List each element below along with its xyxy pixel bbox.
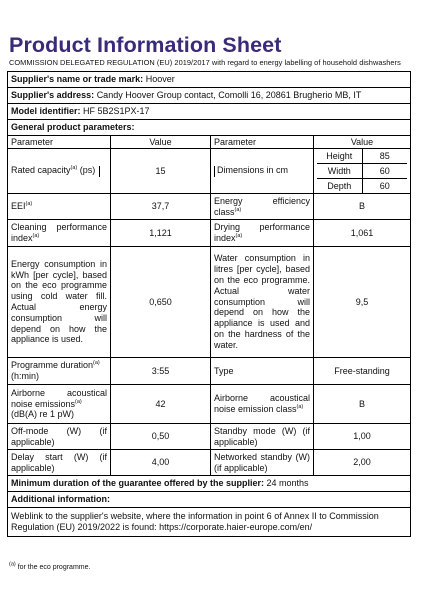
column-header-row <box>8 136 411 149</box>
delay-start-value: 4,00 <box>111 450 211 476</box>
noise-label: Airborne acoustical noise emissions$^{(a)}$ (dB(A) re 1 pW) <box>8 385 111 424</box>
noise-class-label: Airborne acoustical noise emission class$^{(a)}$ <box>211 385 314 424</box>
supplier-name-value: Hoover <box>145 74 175 85</box>
regulation-subtitle: COMMISSION DELEGATED REGULATION (EU) 2019/2017 with regard to energy labelling of household dishwashers <box>9 58 401 67</box>
page-title: Product Information Sheet <box>9 33 282 57</box>
type-label: Type <box>211 358 314 385</box>
delay-start-label: Delay start (W) (if applicable) <box>8 450 111 476</box>
general-heading: General product parameters: <box>8 120 411 136</box>
consumption-row <box>8 247 411 358</box>
text-cursor <box>99 166 100 177</box>
water-consumption-label: Water consumption in litres [per cycle], based on the eco programme. Actual water consumption will depend on how the appliance is used and on the hardness of the water. <box>211 247 314 358</box>
energy-consumption-value: 0,650 <box>111 247 211 358</box>
standby-label: Standby mode (W) (if applicable) <box>211 424 314 450</box>
networked-standby-value: 2,00 <box>314 450 411 476</box>
col-value-header: Value <box>111 136 211 149</box>
capacity-value: 15 <box>111 149 211 194</box>
guarantee-label: Minimum duration of the guarantee offered by the supplier: <box>11 478 265 489</box>
power-row-2 <box>8 450 411 476</box>
col-parameter2-header: Parameter <box>211 136 314 149</box>
capacity-label: Rated capacity$^{(a)}$ (ps) <box>8 149 111 194</box>
footnote: $^{(a)}$ for the eco programme. <box>9 561 91 571</box>
noise-row <box>8 385 411 424</box>
product-info-table <box>7 71 411 537</box>
model-identifier-value: HF 5B2S1PX-17 <box>83 106 150 117</box>
networked-standby-label: Networked standby (W) (if applicable) <box>211 450 314 476</box>
height-value: 85 <box>362 149 407 164</box>
general-heading-row <box>8 120 411 136</box>
energy-consumption-label: Energy consumption in kWh [per cycle], based on the eco programme using cold water fill. Actual energy consumption will depend on how the appliance is used. <box>8 247 111 358</box>
col-value2-header: Value <box>314 136 411 149</box>
dimensions-values: Height 85 Width 60 Depth 60 <box>314 149 411 194</box>
power-row-1 <box>8 424 411 450</box>
additional-text: Weblink to the supplier's website, where the information in point 6 of Annex II to Commission Regulation (EU) 2019/2022 is found: https://corporate.haier-europe.com/en/ <box>8 508 411 537</box>
cleaning-label: Cleaning performance index$^{(a)}$ <box>8 220 111 247</box>
guarantee-value: 24 months <box>266 478 309 489</box>
additional-heading: Additional information: <box>8 492 411 508</box>
model-identifier-row: Model identifier: HF 5B2S1PX-17 <box>8 104 411 120</box>
depth-value: 60 <box>379 180 390 191</box>
capacity-dimensions-row <box>8 149 411 194</box>
width-value: 60 <box>362 164 407 179</box>
off-mode-value: 0,50 <box>111 424 211 450</box>
additional-heading-row <box>8 492 411 508</box>
noise-class-value: B <box>314 385 411 424</box>
drying-value: 1,061 <box>314 220 411 247</box>
programme-duration-label: Programme duration$^{(a)}$ (h:min) <box>8 358 111 385</box>
energy-class-value: B <box>314 194 411 220</box>
supplier-name-row: Supplier's name or trade mark: Hoover <box>8 72 411 88</box>
supplier-address-row: Supplier's address: Candy Hoover Group contact, Comolli 16, 20861 Brugherio MB, IT <box>8 88 411 104</box>
off-mode-label: Off-mode (W) (if applicable) <box>8 424 111 450</box>
type-value: Free-standing <box>314 358 411 385</box>
cleaning-value: 1,121 <box>111 220 211 247</box>
drying-label: Drying performance index$^{(a)}$ <box>211 220 314 247</box>
duration-type-row <box>8 358 411 385</box>
performance-row <box>8 220 411 247</box>
additional-text-row <box>8 508 411 537</box>
water-consumption-value: 9,5 <box>314 247 411 358</box>
standby-value: 1,00 <box>314 424 411 450</box>
eei-row <box>8 194 411 220</box>
dimensions-label: Dimensions in cm <box>211 149 314 194</box>
eei-label: EEI$^{(a)}$ <box>8 194 111 220</box>
programme-duration-value: 3:55 <box>111 358 211 385</box>
eei-value: 37,7 <box>111 194 211 220</box>
energy-class-label: Energy efficiency class$^{(a)}$ <box>211 194 314 220</box>
noise-value: 42 <box>111 385 211 424</box>
supplier-address-value: Candy Hoover Group contact, Comolli 16, 20861 Brugherio MB, IT <box>96 90 362 101</box>
guarantee-row <box>8 476 411 492</box>
col-parameter-header: Parameter <box>8 136 111 149</box>
